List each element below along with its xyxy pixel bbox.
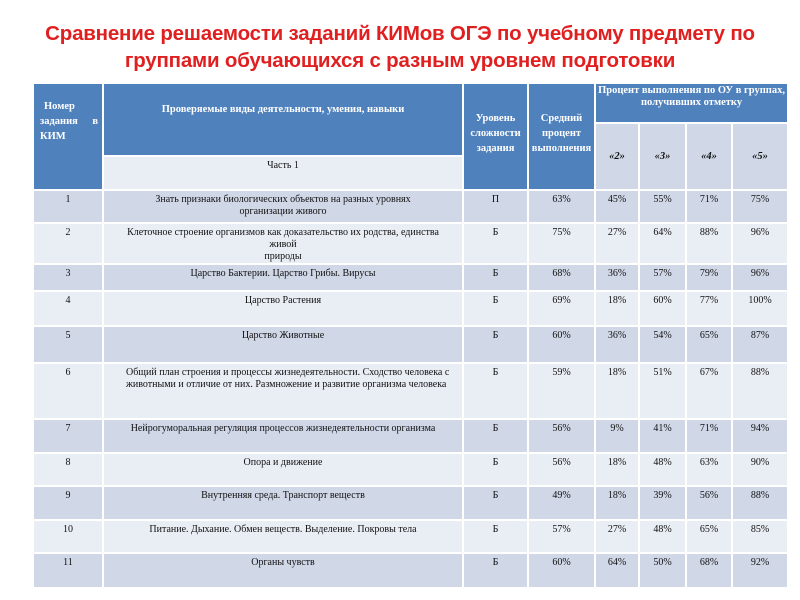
header-skills: Проверяемые виды деятельности, умения, навыки: [103, 83, 463, 156]
header-task-number: Номер задания в КИМ: [33, 83, 103, 190]
table-row: 2 Клеточное строение организмов как доказательство их родства, единства живой природы Б 75% 27% 64% 88% 96%: [33, 223, 788, 264]
header-grade-3: «3»: [639, 123, 686, 190]
table-row: 4 Царство Растения Б 69% 18% 60% 77% 100%: [33, 291, 788, 326]
header-group-percent: Процент выполнения по ОУ в группах, получивших отметку: [595, 83, 788, 123]
header-grade-2: «2»: [595, 123, 639, 190]
page-title: [0, 20, 800, 74]
table-row: 10 Питание. Дыхание. Обмен веществ. Выделение. Покровы тела Б 57% 27% 48% 65% 85%: [33, 520, 788, 553]
header-grade-4: «4»: [686, 123, 732, 190]
header-average-percent: Средний процент выполнения: [528, 83, 595, 190]
table-row: 3 Царство Бактерии. Царство Грибы. Вирусы Б 68% 36% 57% 79% 96%: [33, 264, 788, 291]
results-table: [32, 82, 789, 589]
title-line-2: группами обучающихся с разным уровнем подготовки: [124, 49, 676, 72]
header-difficulty-level: Уровень сложности задания: [463, 83, 528, 190]
title-line-1: Сравнение решаемости заданий КИМов ОГЭ по учебному предмету по: [45, 22, 755, 45]
table-row: 8 Опора и движение Б 56% 18% 48% 63% 90%: [33, 453, 788, 486]
section-part-1: Часть 1: [103, 156, 463, 190]
table-row: 11 Органы чувств Б 60% 64% 50% 68% 92%: [33, 553, 788, 588]
table-row: 7 Нейрогуморальная регуляция процессов жизнедеятельности организма Б 56% 9% 41% 71% 94%: [33, 419, 788, 453]
table-row: 6 Общий план строения и процессы жизнедеятельности. Сходство человека с животными и отличие от них. Размножение и развитие организма человека Б 59% 18% 51% 67% 88%: [33, 363, 788, 419]
table-row: 5 Царство Животные Б 60% 36% 54% 65% 87%: [33, 326, 788, 363]
table-row: 1 Знать признаки биологических объектов на разных уровнях организации живого П 63% 45% 55% 71% 75%: [33, 190, 788, 223]
table-row: 9 Внутренняя среда. Транспорт веществ Б 49% 18% 39% 56% 88%: [33, 486, 788, 520]
header-grade-5: «5»: [732, 123, 788, 190]
